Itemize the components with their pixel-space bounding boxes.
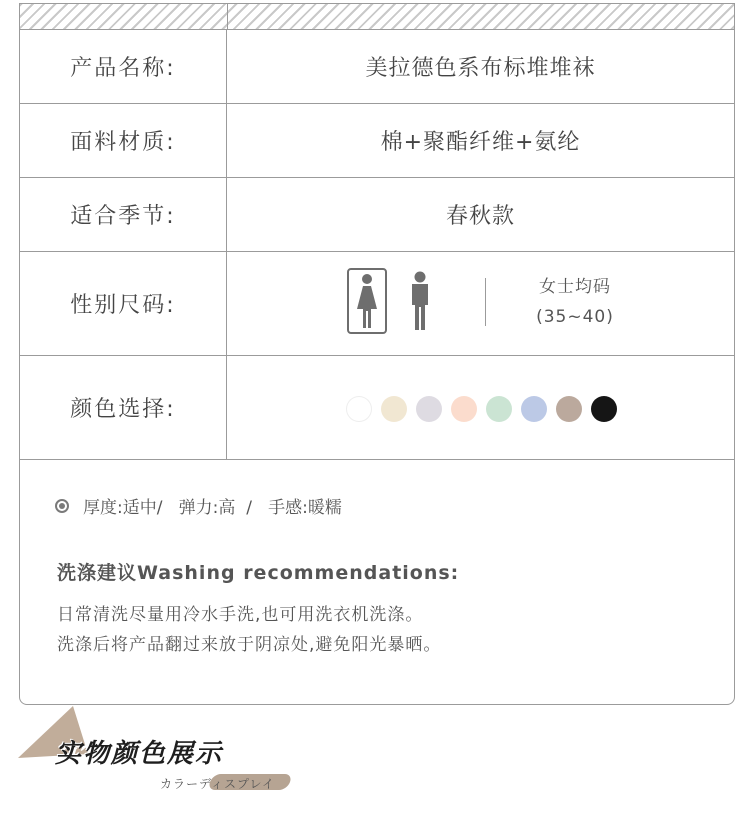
color-swatches [346,396,617,422]
label-colors: 颜色选择: [20,356,227,459]
row-material [20,104,734,178]
male-option[interactable] [406,270,434,332]
color-swatch-2[interactable] [381,396,407,422]
female-figure-icon [356,273,378,329]
target-icon [55,499,69,513]
color-swatch-5[interactable] [486,396,512,422]
size-info [520,272,630,332]
size-divider [485,278,486,326]
row-product-name [20,30,734,104]
label-product-name: 产品名称: [20,30,227,103]
male-figure-icon [408,271,432,331]
row-colors [20,356,734,460]
value-material: 棉+聚酯纤维+氨纶 [380,130,581,155]
banner-subtitle: カラーディスプレイ [160,777,275,791]
banner-title: 实物颜色展示 [55,739,224,769]
color-swatch-8[interactable] [591,396,617,422]
properties-text: 厚度:适中/ 弹力:高 / 手感:暖糯 [83,498,342,518]
properties-line [55,493,342,518]
hatch-header [20,4,734,30]
color-swatch-1[interactable] [346,396,372,422]
label-gender-size: 性别尺码: [20,252,227,355]
label-season: 适合季节: [20,178,227,251]
color-swatch-7[interactable] [556,396,582,422]
row-gender-size [20,252,734,356]
size-line-1: 女士均码 [539,277,611,297]
color-swatch-3[interactable] [416,396,442,422]
hatch-divider [227,4,228,30]
washing-line-2: 洗涤后将产品翻过来放于阴凉处,避免阳光暴晒。 [57,635,442,655]
female-selected-box[interactable] [347,268,387,334]
washing-title: 洗涤建议Washing recommendations: [57,562,460,584]
color-swatch-4[interactable] [451,396,477,422]
row-season [20,178,734,252]
value-season: 春秋款 [445,204,515,229]
label-material: 面料材质: [20,104,227,177]
size-line-2: (35~40) [536,307,614,327]
washing-line-1: 日常清洗尽量用冷水手洗,也可用洗衣机洗涤。 [57,605,424,625]
value-product-name: 美拉德色系布标堆堆袜 [365,56,596,81]
color-swatch-6[interactable] [521,396,547,422]
